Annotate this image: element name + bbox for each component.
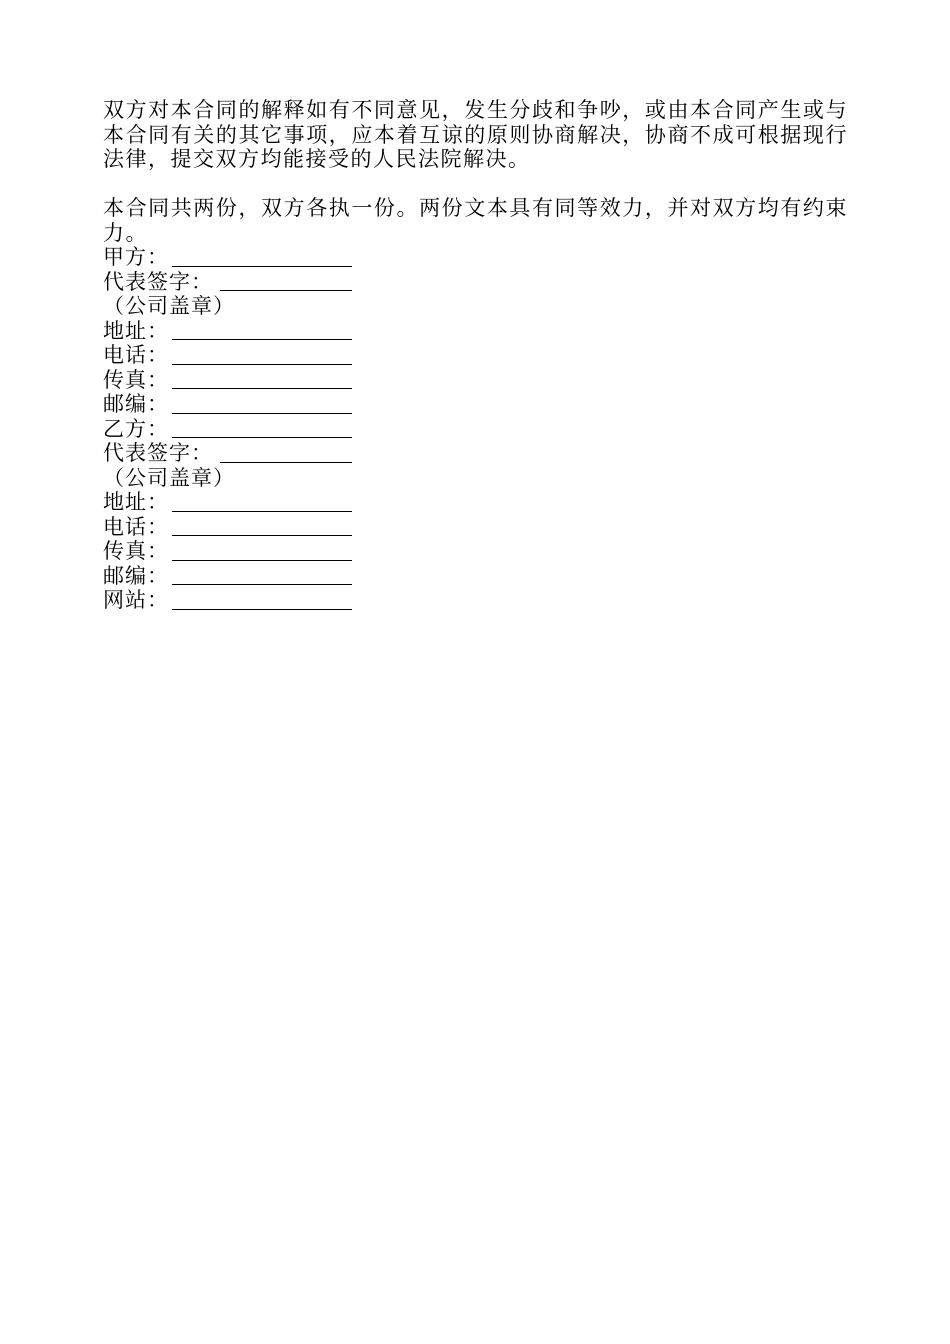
party-a-phone-field[interactable]	[172, 364, 352, 365]
party-a-phone-row	[103, 343, 848, 368]
party-b-website-row	[103, 588, 848, 613]
party-b-address-row	[103, 490, 848, 515]
party-b-name-label: 乙方：	[103, 416, 169, 441]
party-b-fax-label: 传真：	[103, 539, 169, 563]
dispute-resolution-paragraph: 双方对本合同的解释如有不同意见，发生分歧和争吵，或由本合同产生或与本合同有关的其它事项，应本着互谅的原则协商解决，协商不成可根据现行法律，提交双方均能接受的人民法院解决。	[103, 98, 848, 171]
party-a-name-field[interactable]	[172, 266, 352, 267]
party-a-address-label: 地址：	[103, 318, 169, 343]
party-a-rep-row	[103, 270, 848, 295]
party-b-block	[103, 417, 848, 613]
party-a-phone-label: 电话：	[103, 343, 169, 367]
party-b-postcode-field[interactable]	[172, 584, 352, 585]
party-a-postcode-label: 邮编：	[103, 392, 169, 416]
party-b-seal-label: （公司盖章）	[103, 465, 235, 490]
copies-paragraph: 本合同共两份，双方各执一份。两份文本具有同等效力，并对双方均有约束力。	[103, 196, 848, 245]
party-a-rep-field[interactable]	[220, 290, 352, 291]
party-b-postcode-label: 邮编：	[103, 563, 169, 588]
party-a-address-row	[103, 319, 848, 344]
party-a-fax-label: 传真：	[103, 367, 169, 392]
party-b-address-field[interactable]	[172, 511, 352, 512]
party-b-name-row	[103, 417, 848, 442]
party-b-rep-row	[103, 441, 848, 466]
party-a-postcode-row	[103, 392, 848, 417]
party-a-name-label: 甲方：	[103, 245, 169, 269]
party-b-address-label: 地址：	[103, 490, 169, 514]
party-b-phone-row	[103, 515, 848, 540]
party-a-fax-row	[103, 368, 848, 393]
party-b-website-field[interactable]	[172, 609, 352, 610]
party-b-phone-label: 电话：	[103, 514, 169, 539]
party-b-website-label: 网站：	[103, 588, 169, 612]
party-a-postcode-field[interactable]	[172, 413, 352, 414]
party-b-rep-label: 代表签字：	[103, 441, 213, 465]
party-b-fax-field[interactable]	[172, 560, 352, 561]
party-a-seal-label: （公司盖章）	[103, 294, 235, 318]
party-a-seal-row	[103, 294, 848, 319]
party-a-rep-label: 代表签字：	[103, 269, 213, 294]
party-a-name-row	[103, 245, 848, 270]
document-page	[103, 98, 848, 613]
party-b-rep-field[interactable]	[220, 462, 352, 463]
party-b-phone-field[interactable]	[172, 535, 352, 536]
party-b-seal-row	[103, 466, 848, 491]
party-b-postcode-row	[103, 564, 848, 589]
party-a-block	[103, 245, 848, 417]
party-a-fax-field[interactable]	[172, 388, 352, 389]
party-a-address-field[interactable]	[172, 339, 352, 340]
party-b-fax-row	[103, 539, 848, 564]
paragraph-spacer	[103, 172, 848, 197]
party-b-name-field[interactable]	[172, 437, 352, 438]
